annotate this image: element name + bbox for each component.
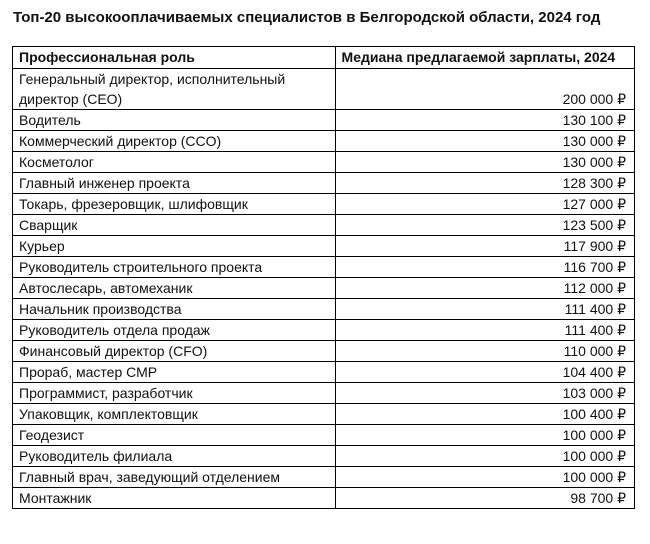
- table-row: [13, 425, 635, 446]
- salary-cell: 130 000 ₽: [335, 152, 634, 173]
- salary-cell: 100 400 ₽: [335, 404, 634, 425]
- table-row: [13, 446, 635, 467]
- table-row: [13, 110, 635, 131]
- salary-cell: 100 000 ₽: [335, 446, 634, 467]
- table-row: [13, 278, 635, 299]
- role-cell: Главный врач, заведующий отделением: [13, 467, 336, 488]
- role-cell: Токарь, фрезеровщик, шлифовщик: [13, 194, 336, 215]
- table-row: [13, 383, 635, 404]
- role-cell: Автослесарь, автомеханик: [13, 278, 336, 299]
- role-cell: Прораб, мастер СМР: [13, 362, 336, 383]
- table-row: [13, 173, 635, 194]
- table-row: [13, 320, 635, 341]
- role-cell: Начальник производства: [13, 299, 336, 320]
- salary-cell: 100 000 ₽: [335, 467, 634, 488]
- role-cell: Сварщик: [13, 215, 336, 236]
- role-cell: Косметолог: [13, 152, 336, 173]
- salary-cell: 110 000 ₽: [335, 341, 634, 362]
- table-row: [13, 152, 635, 173]
- salary-table: [12, 46, 635, 509]
- role-cell: Монтажник: [13, 488, 336, 509]
- table-header-row: [13, 47, 635, 69]
- page-title: Топ-20 высокооплачиваемых специалистов в Белгородской области, 2024 год: [13, 9, 601, 26]
- table-row: [13, 257, 635, 278]
- role-cell: Водитель: [13, 110, 336, 131]
- role-cell: Руководитель строительного проекта: [13, 257, 336, 278]
- table-row: [13, 341, 635, 362]
- table-row: [13, 236, 635, 257]
- salary-cell: 111 400 ₽: [335, 299, 634, 320]
- salary-cell: 127 000 ₽: [335, 194, 634, 215]
- role-cell: Главный инженер проекта: [13, 173, 336, 194]
- role-cell: Руководитель филиала: [13, 446, 336, 467]
- salary-cell: 103 000 ₽: [335, 383, 634, 404]
- table-row: [13, 131, 635, 152]
- role-cell: Коммерческий директор (CCO): [13, 131, 336, 152]
- salary-cell: 130 100 ₽: [335, 110, 634, 131]
- header-role: Профессиональная роль: [13, 47, 336, 69]
- salary-cell: 111 400 ₽: [335, 320, 634, 341]
- role-cell: Программист, разработчик: [13, 383, 336, 404]
- salary-cell: 130 000 ₽: [335, 131, 634, 152]
- table-row: [13, 488, 635, 509]
- role-cell: Финансовый директор (CFO): [13, 341, 336, 362]
- role-cell: Геодезист: [13, 425, 336, 446]
- role-cell: Руководитель отдела продаж: [13, 320, 336, 341]
- salary-cell: 117 900 ₽: [335, 236, 634, 257]
- salary-cell: 98 700 ₽: [335, 488, 634, 509]
- table-row: [13, 362, 635, 383]
- table-row: [13, 194, 635, 215]
- table-row: [13, 404, 635, 425]
- header-salary: Медиана предлагаемой зарплаты, 2024: [335, 47, 634, 69]
- role-cell: Упаковщик, комплектовщик: [13, 404, 336, 425]
- role-cell: Генеральный директор, исполнительный директор (CEO): [13, 69, 336, 110]
- table-row: [13, 467, 635, 488]
- salary-cell: 128 300 ₽: [335, 173, 634, 194]
- salary-cell: 112 000 ₽: [335, 278, 634, 299]
- role-cell: Курьер: [13, 236, 336, 257]
- salary-cell: 116 700 ₽: [335, 257, 634, 278]
- table-row: [13, 69, 635, 110]
- table-row: [13, 299, 635, 320]
- salary-cell: 100 000 ₽: [335, 425, 634, 446]
- salary-cell: 104 400 ₽: [335, 362, 634, 383]
- table-row: [13, 215, 635, 236]
- salary-cell: 123 500 ₽: [335, 215, 634, 236]
- salary-cell: 200 000 ₽: [335, 69, 634, 110]
